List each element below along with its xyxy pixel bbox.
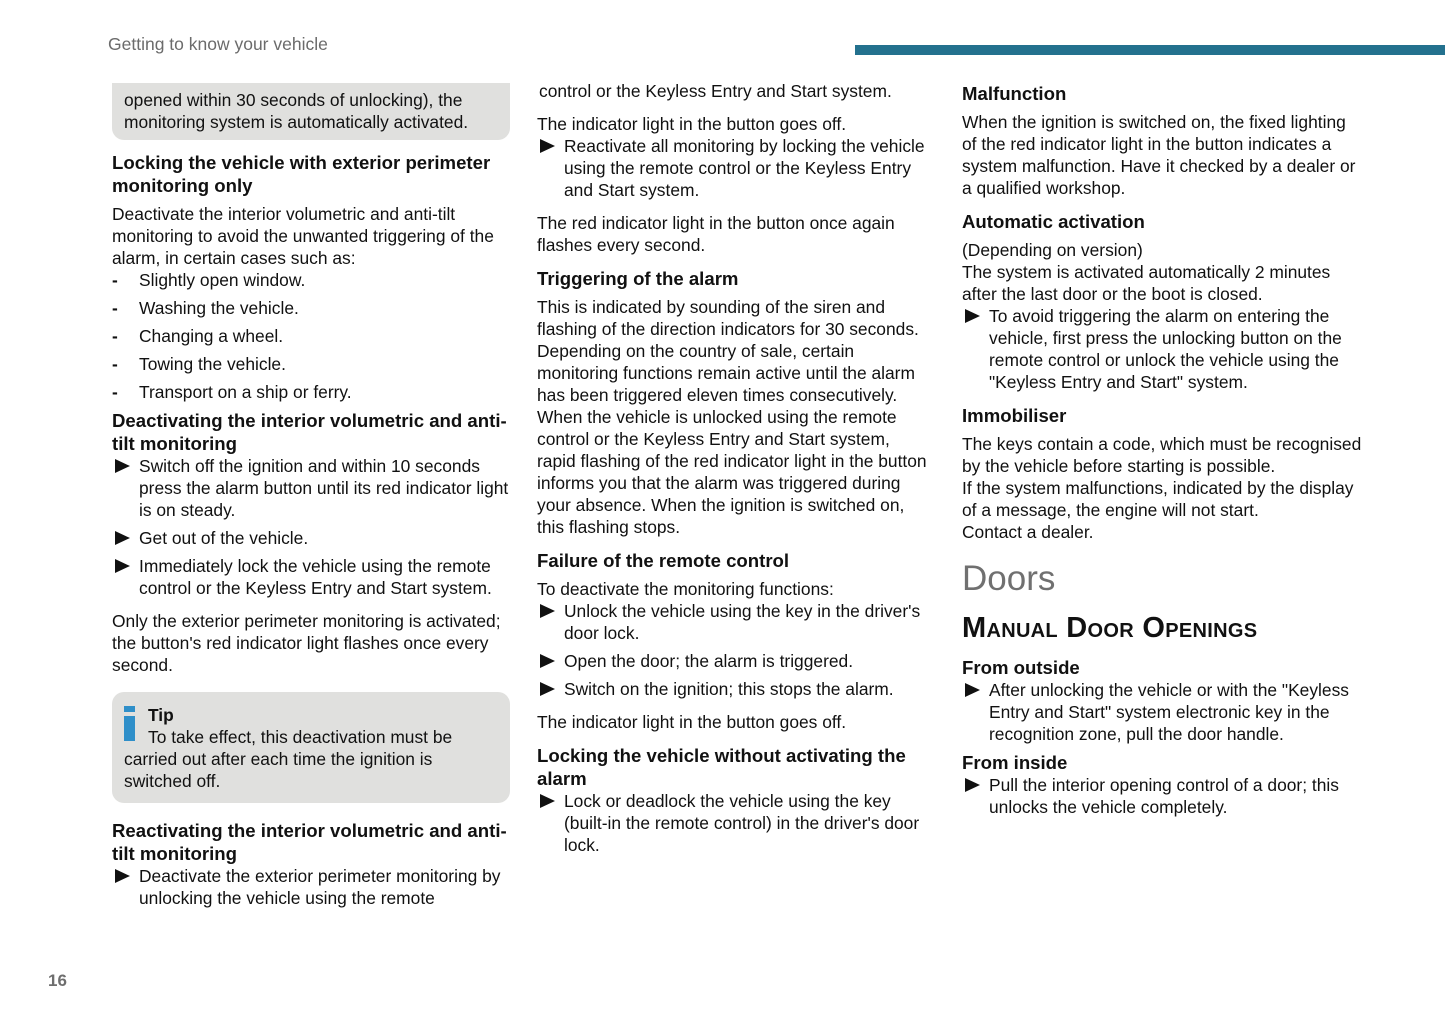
step-item: After unlocking the vehicle or with the "Keyless Entry and Start" system electronic key in the recognition zone, pull the door handle. bbox=[962, 679, 1362, 745]
step-item: Open the door; the alarm is triggered. bbox=[537, 650, 932, 672]
heading-reactivating-interior: Reactivating the interior volumetric and anti-tilt monitoring bbox=[112, 820, 507, 864]
tip-text: To take effect, this deactivation must be carried out after each time the ignition is switched off. bbox=[124, 727, 453, 791]
paragraph: To deactivate the monitoring functions: bbox=[537, 579, 834, 599]
step-item: Reactivate all monitoring by locking the vehicle using the remote control or the Keyless Entry and Start system. bbox=[537, 135, 932, 201]
info-icon bbox=[124, 706, 135, 741]
step-item: Lock or deadlock the vehicle using the key (built-in the remote control) in the driver's door lock. bbox=[537, 790, 932, 856]
paragraph: The system is activated automatically 2 minutes after the last door or the boot is closed. bbox=[962, 262, 1331, 304]
paragraph: The indicator light in the button goes off. bbox=[537, 712, 847, 732]
remote-failure-steps bbox=[537, 600, 932, 700]
dash-bullet-icon: - bbox=[112, 354, 118, 374]
arrow-bullet-icon bbox=[965, 778, 980, 792]
step-item: Immediately lock the vehicle using the remote control or the Keyless Entry and Start system. bbox=[112, 555, 510, 599]
paragraph: This is indicated by sounding of the siren and flashing of the direction indicators for 30 seconds. bbox=[537, 297, 919, 339]
paragraph: The red indicator light in the button once again flashes every second. bbox=[537, 213, 895, 255]
dash-bullet-icon: - bbox=[112, 270, 118, 290]
heading-automatic-activation: Automatic activation bbox=[962, 211, 1145, 232]
continued-text: control or the Keyless Entry and Start system. bbox=[539, 81, 892, 101]
heading-locking-exterior-only: Locking the vehicle with exterior perimeter monitoring only bbox=[112, 152, 491, 196]
arrow-bullet-icon bbox=[540, 654, 555, 668]
reactivate-steps bbox=[537, 135, 932, 201]
arrow-bullet-icon bbox=[115, 459, 130, 473]
section-title-doors: Doors bbox=[962, 559, 1056, 598]
list-item: - Washing the vehicle. bbox=[112, 298, 299, 318]
list-item: - Changing a wheel. bbox=[112, 326, 284, 346]
paragraph: When the vehicle is unlocked using the remote control or the Keyless Entry and Start system, rapid flashing of the red indicator light in the button informs you that the alarm was triggered during your absence. When the ignition is switched on, this flashing stops. bbox=[537, 407, 927, 537]
column-2 bbox=[537, 80, 932, 862]
heading-deactivating-interior: Deactivating the interior volumetric and anti-tilt monitoring bbox=[112, 410, 507, 454]
step-item: Pull the interior opening control of a door; this unlocks the vehicle completely. bbox=[962, 774, 1362, 818]
paragraph: The keys contain a code, which must be recognised by the vehicle before starting is possible. bbox=[962, 434, 1362, 476]
reactivation-steps bbox=[112, 865, 510, 909]
arrow-bullet-icon bbox=[965, 683, 980, 697]
arrow-bullet-icon bbox=[540, 794, 555, 808]
heading-from-inside: From inside bbox=[962, 752, 1068, 773]
heading-malfunction: Malfunction bbox=[962, 83, 1067, 104]
arrow-bullet-icon bbox=[540, 682, 555, 696]
heading-remote-failure: Failure of the remote control bbox=[537, 550, 790, 571]
heading-immobiliser: Immobiliser bbox=[962, 405, 1067, 426]
paragraph: Depending on the country of sale, certain monitoring functions remain active until the alarm has been triggered eleven times consecutively. bbox=[537, 341, 915, 405]
step-item: To avoid triggering the alarm on entering the vehicle, first press the unlocking button on the remote control or unlock the vehicle using the "Keyless Entry and Start" system. bbox=[962, 305, 1362, 393]
deactivation-steps bbox=[112, 455, 510, 599]
arrow-bullet-icon bbox=[965, 309, 980, 323]
list-item: - Transport on a ship or ferry. bbox=[112, 382, 352, 402]
step-item: Switch on the ignition; this stops the alarm. bbox=[537, 678, 932, 700]
arrow-bullet-icon bbox=[115, 559, 130, 573]
step-item: Unlock the vehicle using the key in the driver's door lock. bbox=[537, 600, 932, 644]
column-1 bbox=[112, 80, 510, 915]
paragraph: Deactivate the interior volumetric and anti-tilt monitoring to avoid the unwanted triggering of the alarm, in certain cases such as: bbox=[112, 204, 494, 268]
subsection-title-manual-door-openings: Manual Door Openings bbox=[962, 612, 1258, 644]
paragraph: The indicator light in the button goes off. bbox=[537, 114, 847, 134]
step-item: Switch off the ignition and within 10 seconds press the alarm button until its red indicator light is on steady. bbox=[112, 455, 510, 521]
list-item: - Towing the vehicle. bbox=[112, 354, 286, 374]
from-inside-steps bbox=[962, 774, 1362, 818]
continued-note-text: opened within 30 seconds of unlocking), the monitoring system is automatically activated. bbox=[124, 90, 469, 132]
paragraph: If the system malfunctions, indicated by the display of a message, the engine will not start. bbox=[962, 478, 1354, 520]
heading-from-outside: From outside bbox=[962, 657, 1080, 678]
header-accent-bar bbox=[855, 45, 1445, 55]
paragraph: Only the exterior perimeter monitoring is activated; the button's red indicator light flashes once every second. bbox=[112, 611, 501, 675]
column-3 bbox=[962, 82, 1362, 824]
list-item: - Slightly open window. bbox=[112, 270, 306, 290]
dash-bullet-icon: - bbox=[112, 298, 118, 318]
dash-bullet-icon: - bbox=[112, 326, 118, 346]
arrow-bullet-icon bbox=[115, 869, 130, 883]
arrow-bullet-icon bbox=[540, 139, 555, 153]
step-item: Deactivate the exterior perimeter monitoring by unlocking the vehicle using the remote bbox=[112, 865, 510, 909]
from-outside-steps bbox=[962, 679, 1362, 745]
auto-activation-steps bbox=[962, 305, 1362, 393]
tip-title: Tip bbox=[148, 705, 174, 725]
cases-list bbox=[112, 269, 510, 403]
heading-triggering-alarm: Triggering of the alarm bbox=[537, 268, 739, 289]
continued-note-box bbox=[112, 83, 510, 140]
arrow-bullet-icon bbox=[540, 604, 555, 618]
tip-box bbox=[112, 692, 510, 803]
paragraph: When the ignition is switched on, the fixed lighting of the red indicator light in the button indicates a system malfunction. Have it checked by a dealer or a qualified workshop. bbox=[962, 112, 1356, 198]
step-item: Get out of the vehicle. bbox=[112, 527, 510, 549]
lock-without-alarm-steps bbox=[537, 790, 932, 856]
running-header: Getting to know your vehicle bbox=[108, 34, 328, 54]
paragraph: Contact a dealer. bbox=[962, 522, 1094, 542]
dash-bullet-icon: - bbox=[112, 382, 118, 402]
arrow-bullet-icon bbox=[115, 531, 130, 545]
version-note: (Depending on version) bbox=[962, 240, 1143, 260]
heading-locking-without-alarm: Locking the vehicle without activating the alarm bbox=[537, 745, 906, 789]
page-number: 16 bbox=[48, 971, 67, 990]
